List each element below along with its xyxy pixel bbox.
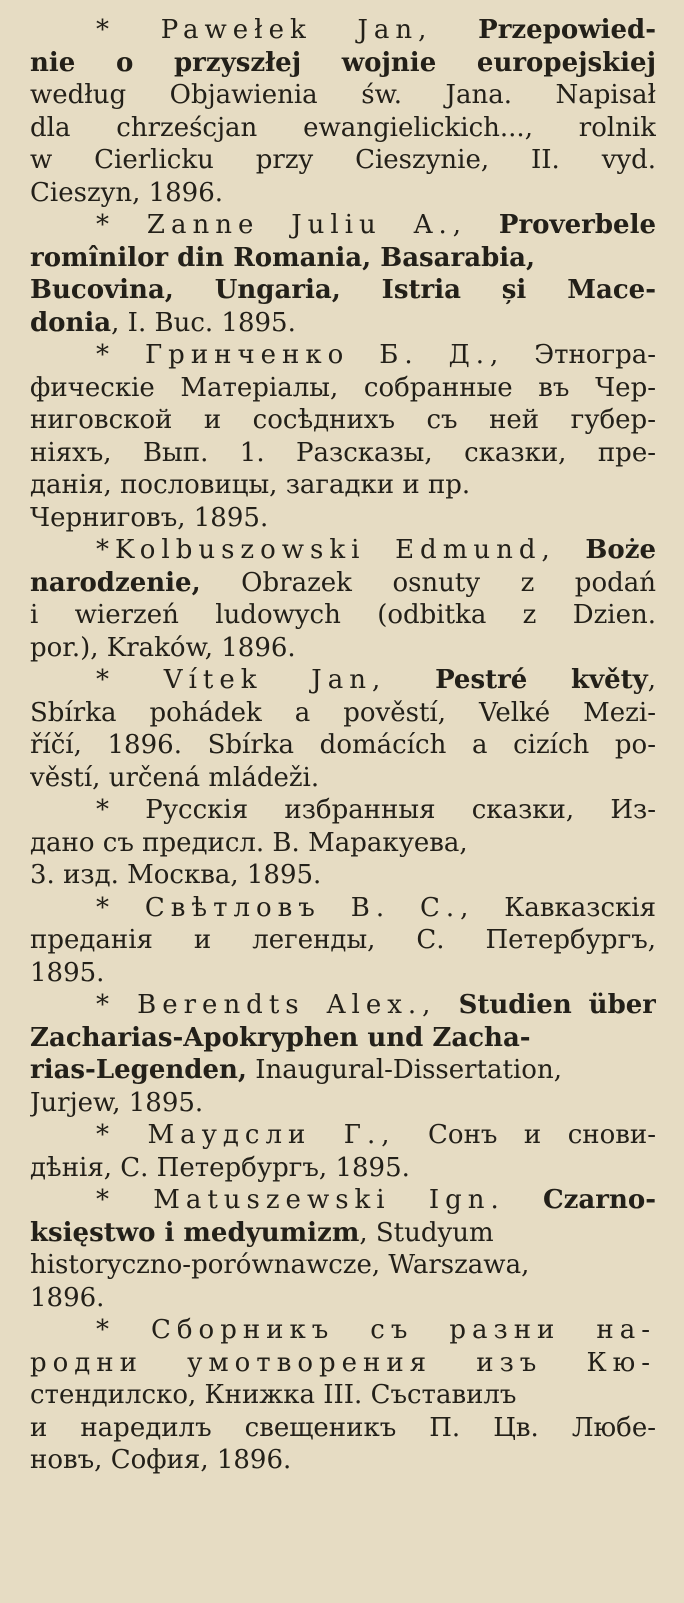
- entry-line: [30, 892, 656, 925]
- bibliography-entry: [30, 339, 656, 534]
- entry-text: Черниговъ, 1895.: [30, 502, 269, 533]
- entry-line: [30, 1152, 656, 1185]
- entry-line: [30, 599, 656, 632]
- entry-text: 1896.: [30, 1282, 105, 1313]
- entry-text: věstí, určená mládeži.: [30, 762, 320, 793]
- bibliography-entry: [30, 14, 656, 209]
- entry-line: [30, 1412, 656, 1445]
- entry-line: [30, 469, 656, 502]
- entry-title-text: donia: [30, 307, 112, 338]
- entry-line: [30, 307, 656, 340]
- entry-text: и наредилъ свещеникъ П. Цв. Любе-: [30, 1412, 656, 1443]
- entry-author-text: *Kolbuszowski Edmund,: [96, 535, 586, 565]
- bibliography-entry: [30, 794, 656, 892]
- entry-text: дѣнія, С. Петербургъ, 1895.: [30, 1152, 410, 1183]
- entry-line: [30, 794, 656, 827]
- entry-author-text: * Pawełek Jan,: [96, 15, 479, 45]
- entry-line: [30, 274, 656, 307]
- entry-line: [30, 697, 656, 730]
- entry-text: historyczno-porównawcze, Warszawa,: [30, 1250, 530, 1280]
- entry-line: [30, 762, 656, 795]
- entry-text: * Русскія избранныя сказки, Из-: [96, 795, 656, 825]
- entry-author-text: * Matuszewski Ign.: [96, 1185, 543, 1215]
- entry-author-text: * Vítek Jan,: [96, 665, 436, 695]
- entry-title-text: Boże: [585, 535, 656, 565]
- bibliography-entry: [30, 1314, 656, 1477]
- entry-line: [30, 404, 656, 437]
- entry-line: [30, 144, 656, 177]
- entry-text: 3. изд. Москва, 1895.: [30, 860, 322, 890]
- entry-title-text: nie o przyszłej wojnie europejskiej: [30, 47, 656, 78]
- entry-title-text: rias-Legenden,: [30, 1055, 247, 1085]
- entry-line: [30, 372, 656, 405]
- entry-author-text: * Маудсли Г.,: [96, 1120, 429, 1150]
- entry-title-text: Zacharias-Apokryphen und Zacha-: [30, 1022, 531, 1053]
- entry-line: [30, 177, 656, 210]
- entry-text: Obrazek osnuty z podań: [200, 567, 656, 598]
- entry-line: [30, 1282, 656, 1315]
- entry-line: [30, 729, 656, 762]
- entry-line: [30, 339, 656, 372]
- entry-line: [30, 632, 656, 665]
- entry-text: , Studyum: [359, 1217, 494, 1248]
- entry-line: [30, 209, 656, 242]
- entry-author-text: * Гринченко Б. Д.,: [96, 340, 535, 370]
- entry-author-text: * Сборникъ съ разни на-: [96, 1315, 656, 1345]
- entry-author-text: родни умотворения изъ Кю-: [30, 1347, 656, 1378]
- entry-line: [30, 1379, 656, 1412]
- entry-line: [30, 1022, 656, 1055]
- entry-title-text: Pestré květy: [435, 665, 648, 695]
- entry-line: [30, 437, 656, 470]
- entry-text: ниговской и сосѣднихъ съ ней губер-: [30, 405, 656, 435]
- bibliography-entry: [30, 1119, 656, 1184]
- entry-line: [30, 47, 656, 80]
- entry-text: Inaugural-Dissertation,: [246, 1055, 562, 1085]
- entry-line: [30, 1184, 656, 1217]
- entry-line: [30, 859, 656, 892]
- entry-line: [30, 1314, 656, 1347]
- bibliography-entry: [30, 534, 656, 664]
- entry-text: Jurjew, 1895.: [30, 1087, 204, 1118]
- entry-text: Сонъ и снови-: [428, 1120, 656, 1150]
- entry-title-text: Bucovina, Ungaria, Istria și Mace-: [30, 275, 656, 305]
- entry-text: říčí, 1896. Sbírka domácích a cizích po-: [30, 730, 656, 760]
- entry-title-text: Czarno-: [542, 1185, 656, 1215]
- entry-title-text: narodzenie,: [30, 567, 201, 598]
- entry-line: [30, 1249, 656, 1282]
- entry-author-text: * Berendts Alex.,: [96, 990, 459, 1020]
- entry-text: данія, пословицы, загадки и пр.: [30, 470, 471, 500]
- entry-line: [30, 112, 656, 145]
- entry-line: [30, 827, 656, 860]
- entry-text: стендилско, Книжка III. Съставилъ: [30, 1380, 517, 1410]
- entry-text: Кавказскія: [504, 892, 656, 923]
- entry-title-text: Studien über: [458, 990, 656, 1020]
- entry-line: [30, 14, 656, 47]
- entry-text: w Cierlicku przy Cieszynie, II. vyd.: [30, 145, 656, 175]
- entry-text: фическіе Матеріалы, собранные въ Чер-: [30, 372, 656, 403]
- entry-line: [30, 924, 656, 957]
- entry-text: Cieszyn, 1896.: [30, 177, 224, 208]
- entry-text: 1895.: [30, 957, 105, 988]
- bibliography-entry: [30, 1184, 656, 1314]
- entry-line: [30, 1119, 656, 1152]
- bibliography-entry: [30, 989, 656, 1119]
- entry-text: Sbírka pohádek a pověstí, Velké Mezi-: [30, 697, 656, 728]
- entry-author-text: * Zanne Juliu A.,: [96, 210, 499, 240]
- bibliography-entry: [30, 892, 656, 990]
- entry-line: [30, 1054, 656, 1087]
- entry-text: ніяхъ, Вып. 1. Разсказы, сказки, пре-: [30, 437, 656, 468]
- bibliography-entry: [30, 209, 656, 339]
- entry-line: [30, 502, 656, 535]
- entry-text: por.), Kraków, 1896.: [30, 632, 296, 663]
- entry-line: [30, 1444, 656, 1477]
- entry-title-text: księstwo i medyumizm: [30, 1217, 360, 1248]
- entry-line: [30, 664, 656, 697]
- entry-line: [30, 534, 656, 567]
- entry-line: [30, 1347, 656, 1380]
- entry-line: [30, 1087, 656, 1120]
- entry-line: [30, 79, 656, 112]
- bibliography-entry: [30, 664, 656, 794]
- entry-title-text: Proverbele: [498, 210, 656, 240]
- entry-text: według Objawienia św. Jana. Napisał: [30, 80, 656, 110]
- entry-line: [30, 957, 656, 990]
- entry-text: ,: [647, 665, 656, 695]
- entry-text: Этногра-: [534, 340, 656, 370]
- entry-text: преданія и легенды, С. Петербургъ,: [30, 925, 656, 955]
- entry-text: новъ, София, 1896.: [30, 1445, 292, 1475]
- entry-text: дано съ предисл. В. Маракуева,: [30, 827, 468, 858]
- entry-text: i wierzeń ludowych (odbitka z Dzien.: [30, 600, 656, 630]
- entry-title-text: romînilor din Romania, Basarabia,: [30, 242, 536, 273]
- entry-text: dla chrześcjan ewangielickich..., rolnik: [30, 112, 656, 143]
- entry-author-text: * Свѣтловъ В. С.,: [96, 892, 505, 923]
- entry-line: [30, 1217, 656, 1250]
- entry-line: [30, 242, 656, 275]
- entry-text: , I. Buc. 1895.: [111, 307, 296, 338]
- entry-line: [30, 567, 656, 600]
- entry-title-text: Przepowied-: [478, 15, 656, 45]
- entry-line: [30, 989, 656, 1022]
